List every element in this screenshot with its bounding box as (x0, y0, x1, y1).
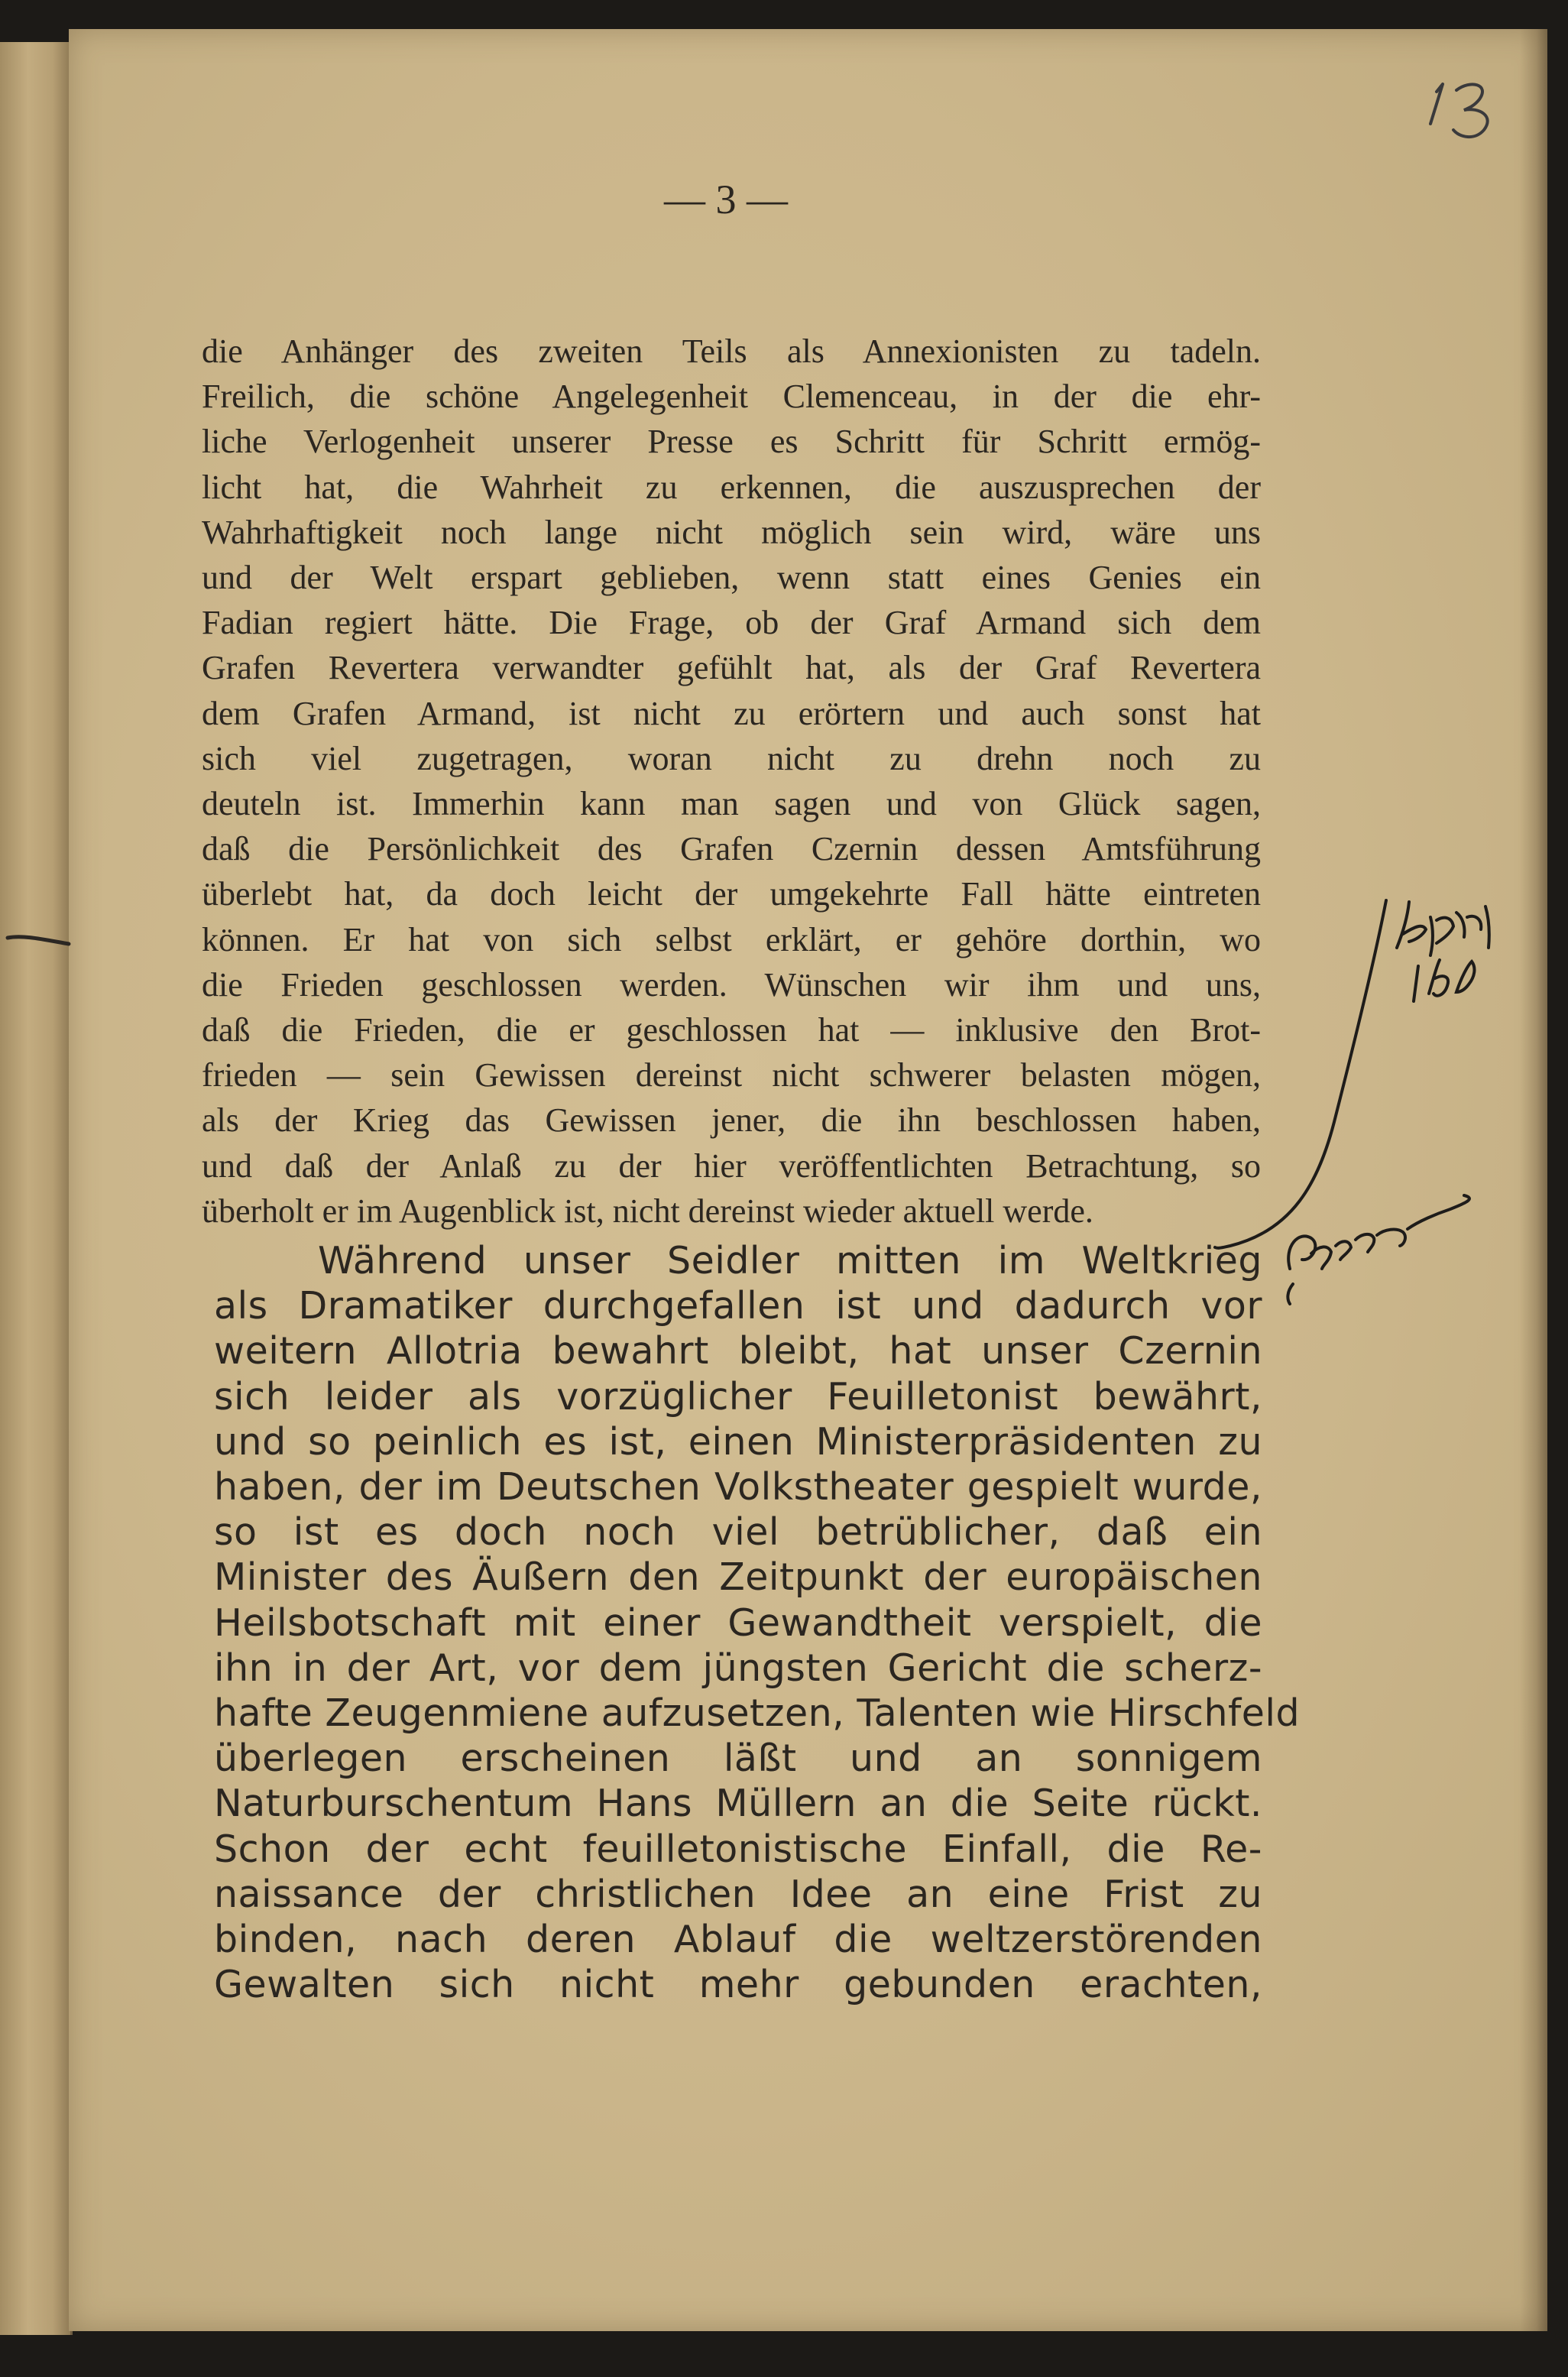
text-line: überholt er im Augenblick ist, nicht dereinst wieder aktuell werde. (202, 1192, 1093, 1230)
text-line: Minister des Äußern den Zeitpunkt der europäischen (214, 1555, 1262, 1600)
binding-ink-mark (5, 929, 73, 952)
text-line: überlebt hat, da doch leicht der umgekehrte Fall hätte eintreten (202, 875, 1261, 913)
page-number: — 3 — (664, 177, 788, 222)
paragraph-2 (214, 1238, 1301, 2007)
text-line: liche Verlogenheit unserer Presse es Schritt für Schritt ermög- (202, 423, 1261, 461)
archive-number-handwritten (1420, 76, 1504, 145)
text-line: ihn in der Art, vor dem jüngsten Gericht die scherz- (214, 1646, 1262, 1690)
text-line: binden, nach deren Ablauf die weltzerstörenden (214, 1918, 1262, 1962)
text-line: Heilsbotschaft mit einer Gewandtheit verspielt, die (214, 1600, 1262, 1645)
text-line: naissance der christlichen Idee an eine Frist zu (214, 1872, 1262, 1916)
text-line: die Frieden geschlossen werden. Wünschen wir ihm und uns, (202, 965, 1261, 1004)
text-line: Während unser Seidler mitten im Weltkrieg (318, 1239, 1262, 1283)
text-line: frieden — sein Gewissen dereinst nicht schwerer belasten mögen, (202, 1056, 1261, 1094)
text-line: Grafen Revertera verwandter gefühlt hat, als der Graf Revertera (202, 649, 1261, 687)
text-line: daß die Frieden, die er geschlossen hat — inklusive den Brot- (202, 1011, 1261, 1049)
text-line: Freilich, die schöne Angelegenheit Clemenceau, in der die ehr- (202, 378, 1261, 416)
text-line: und so peinlich es ist, einen Ministerpräsidenten zu (214, 1419, 1262, 1464)
paragraph-1 (202, 329, 1261, 1234)
text-line: können. Er hat von sich selbst erklärt, er gehöre dorthin, wo (202, 920, 1261, 958)
text-line: daß die Persönlichkeit des Grafen Czernin dessen Amtsführung (202, 830, 1261, 868)
text-line: so ist es doch noch viel betrüblicher, daß ein (214, 1510, 1262, 1555)
text-line: licht hat, die Wahrheit zu erkennen, die auszusprechen der (202, 468, 1261, 506)
text-line: als der Krieg das Gewissen jener, die ihn beschlossen haben, (202, 1101, 1261, 1140)
page-edge-shadow (1520, 29, 1547, 2331)
text-line: überlegen erscheinen läßt und an sonnigem (214, 1737, 1262, 1781)
text-line: deuteln ist. Immerhin kann man sagen und von Glück sagen, (202, 785, 1261, 823)
text-line: die Anhänger des zweiten Teils als Annexionisten zu tadeln. (202, 332, 1261, 370)
text-line: als Dramatiker durchgefallen ist und dadurch vor (214, 1284, 1262, 1328)
text-line: sich leider als vorzüglicher Feuilletonist bewährt, (214, 1374, 1262, 1419)
text-line: Naturburschentum Hans Müllern an die Seite rückt. (214, 1782, 1262, 1826)
text-line: Gewalten sich nicht mehr gebunden erachten, (214, 1963, 1262, 2007)
text-line: Fadian regiert hätte. Die Frage, ob der Graf Armand sich dem (202, 604, 1261, 642)
text-line: und daß der Anlaß zu der hier veröffentlichten Betrachtung, so (202, 1146, 1261, 1185)
book-binding (0, 42, 73, 2335)
text-line: weitern Allotria bewahrt bleibt, hat unser Czernin (214, 1329, 1262, 1373)
text-line: dem Grafen Armand, ist nicht zu erörtern und auch sonst hat (202, 694, 1261, 732)
handwritten-marginal-note (1207, 887, 1513, 1322)
text-line: und der Welt erspart geblieben, wenn statt eines Genies ein (202, 559, 1261, 597)
text-line: Wahrhaftigkeit noch lange nicht möglich sein wird, wäre uns (202, 513, 1261, 551)
text-line: Schon der echt feuilletonistische Einfall, die Re- (214, 1827, 1262, 1871)
text-line: haben, der im Deutschen Volkstheater gespielt wurde, (214, 1465, 1262, 1510)
text-line: sich viel zugetragen, woran nicht zu drehn noch zu (202, 739, 1261, 777)
text-line: hafte Zeugenmiene aufzusetzen, Talenten wie Hirschfeld (214, 1691, 1301, 1736)
